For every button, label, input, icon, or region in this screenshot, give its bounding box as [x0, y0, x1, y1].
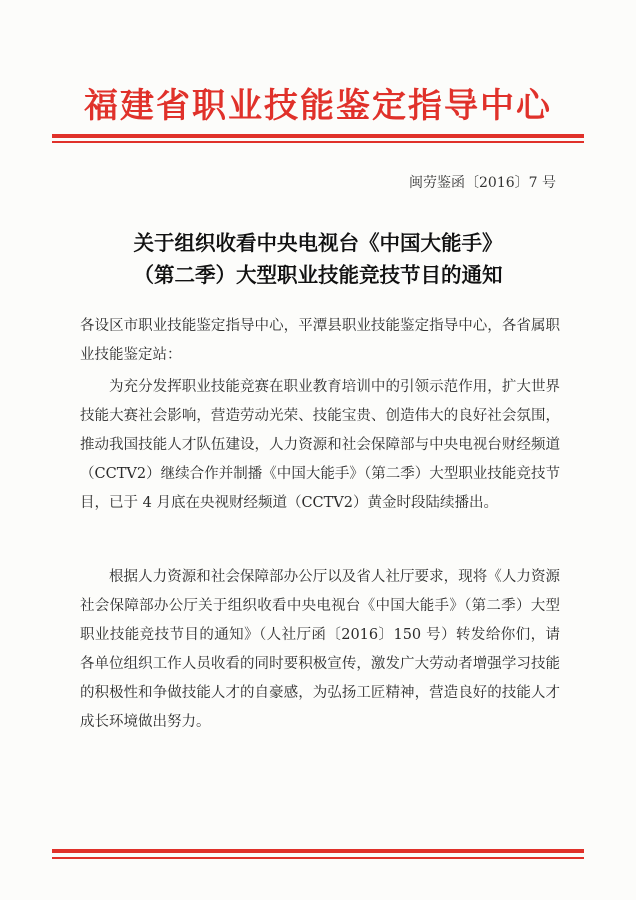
document-number: 闽劳鉴函〔2016〕7 号	[409, 175, 556, 191]
body-paragraph-2: 根据人力资源和社会保障部办公厅以及省人社厅要求，现将《人力资源社会保障部办公厅关于组织收看中央电视台《中国大能手》（第二季）大型职业技能竞技节目的通知》（人社厅函〔2016〕150 号）转发给你们，请各单位组织工作人员收看的同时要积极宣传，激发广大劳动者增强学习技能的积极性和争做技能人才的自豪感，为弘扬工匠精神，营造良好的技能人才成长环境做出努力。	[80, 569, 560, 730]
notice-title-line-2: （第二季）大型职业技能竞技节目的通知	[133, 263, 503, 287]
letterhead-title: 福建省职业技能鉴定指导中心	[84, 86, 552, 126]
addressee: 各设区市职业技能鉴定指导中心，平潭县职业技能鉴定指导中心，各省属职业技能鉴定站：	[80, 318, 560, 363]
footer-rule-thick	[52, 849, 584, 853]
notice-title-line-1: 关于组织收看中央电视台《中国大能手》	[133, 231, 503, 255]
footer-rule-thin	[52, 857, 584, 859]
letterhead-rule-thin	[52, 141, 584, 143]
letterhead-rule-thick	[52, 134, 584, 138]
body-paragraph-1: 为充分发挥职业技能竞赛在职业教育培训中的引领示范作用，扩大世界技能大赛社会影响，营造劳动光荣、技能宝贵、创造伟大的良好社会氛围，推动我国技能人才队伍建设，人力资源和社会保障部与中央电视台财经频道（CCTV2）继续合作并制播《中国大能手》（第二季）大型职业技能竞技节目，已于 4 月底在央视财经频道（CCTV2）黄金时段陆续播出。	[80, 379, 560, 511]
